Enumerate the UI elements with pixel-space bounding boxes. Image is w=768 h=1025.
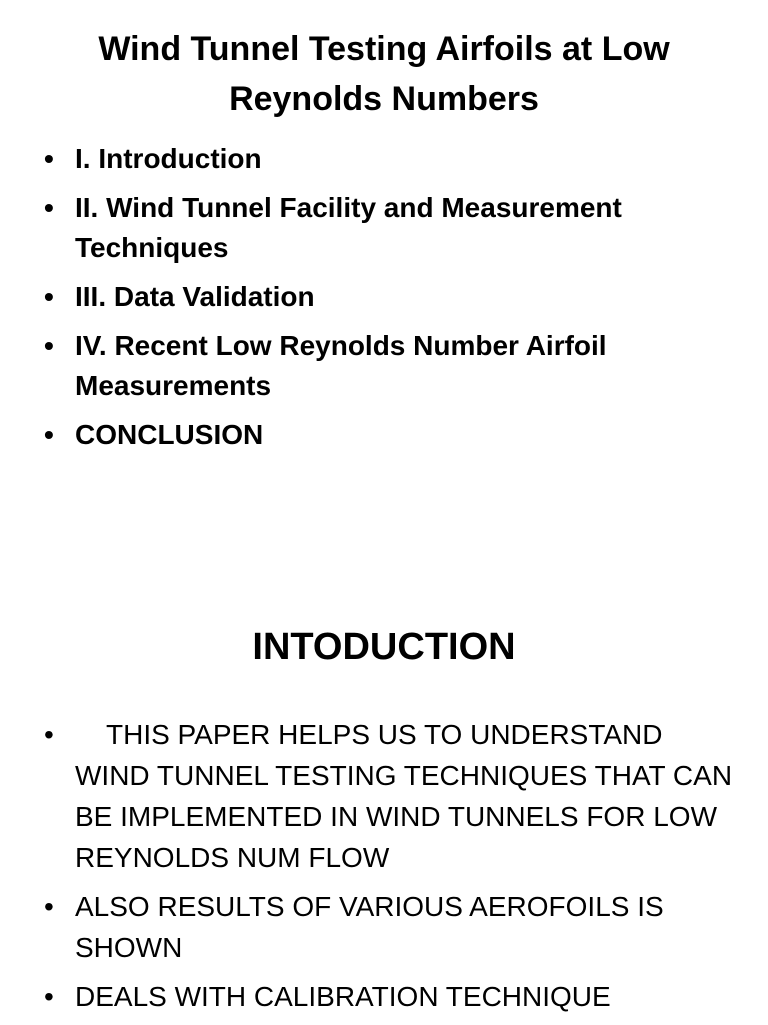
bullet-icon: • <box>44 981 54 1012</box>
agenda-item-text: III. Data Validation <box>75 281 315 312</box>
introduction-list <box>44 714 734 1025</box>
agenda-list <box>44 139 734 464</box>
introduction-item <box>44 976 734 1017</box>
agenda-item <box>44 188 734 268</box>
agenda-item <box>44 326 734 406</box>
agenda-item-text: I. Introduction <box>75 143 262 174</box>
bullet-icon: • <box>44 891 54 922</box>
agenda-item-text: CONCLUSION <box>75 419 264 450</box>
bullet-icon: • <box>44 419 54 450</box>
section-title: INTODUCTION <box>252 626 516 668</box>
bullet-icon: • <box>44 719 54 750</box>
introduction-item <box>44 886 734 968</box>
introduction-item <box>44 714 734 878</box>
introduction-item-text: THIS PAPER HELPS US TO UNDERSTAND WIND TUNNEL TESTING TECHNIQUES THAT CAN BE IMPLEMENTED IN WIND TUNNELS FOR LOW REYNOLDS NUM FLOW <box>75 719 733 873</box>
title-line-2: Reynolds Numbers <box>229 80 539 118</box>
bullet-icon: • <box>44 330 54 361</box>
agenda-item <box>44 139 734 179</box>
agenda-item-text: IV. Recent Low Reynolds Number Airfoil Measurements <box>75 330 607 401</box>
introduction-item-text: DEALS WITH CALIBRATION TECHNIQUE <box>75 981 611 1012</box>
agenda-item <box>44 415 734 455</box>
slide-title <box>40 24 728 124</box>
bullet-icon: • <box>44 192 54 223</box>
title-line-1: Wind Tunnel Testing Airfoils at Low <box>98 30 670 68</box>
bullet-icon: • <box>44 143 54 174</box>
bullet-icon: • <box>44 281 54 312</box>
introduction-item-text: ALSO RESULTS OF VARIOUS AEROFOILS IS SHOWN <box>75 891 664 963</box>
agenda-item <box>44 277 734 317</box>
agenda-item-text: II. Wind Tunnel Facility and Measurement Techniques <box>75 192 622 263</box>
